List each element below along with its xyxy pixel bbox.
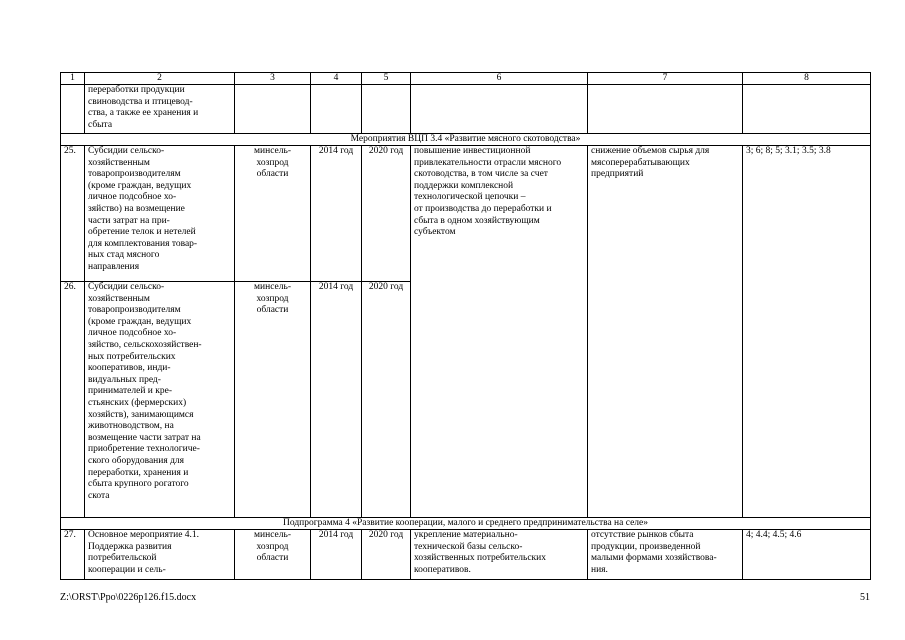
- cell-risk: отсутствие рынков сбыта продукции, произведенной малыми формами хозяйствова- ния.: [588, 530, 743, 580]
- cell-activity-text: Субсидии сельско- хозяйственным товаропроизводителям (кроме граждан, ведущих личное подсобное хо- зяйство) на возмещение части затрат на при- обретение телок и нетелей для комплектования товар- ных стад мясного направления: [85, 146, 235, 282]
- cell-result: укрепление материально- технической базы сельско- хозяйственных потребительских кооперативов.: [411, 530, 588, 580]
- cell-num: [61, 85, 85, 134]
- cell-links: [743, 85, 871, 134]
- cell-end: 2020 год: [362, 282, 411, 518]
- table-row: [61, 146, 871, 282]
- table-row: [61, 530, 871, 580]
- cell-end: [362, 85, 411, 134]
- table-row-continued: [61, 85, 871, 134]
- cell-executor: [235, 85, 311, 134]
- row-number: 27.: [61, 530, 85, 580]
- row-number: 25.: [61, 146, 85, 282]
- section-header-row: [61, 134, 871, 146]
- cell-start: 2014 год: [311, 282, 362, 518]
- col-header-3: 3: [235, 73, 311, 85]
- col-header-7: 7: [588, 73, 743, 85]
- cell-activity-text: переработки продукции свиноводства и птицевод- ства, а также ее хранения и сбыта: [85, 85, 235, 134]
- col-header-6: 6: [411, 73, 588, 85]
- section-title-meat-cattle: Мероприятия ВЦП 3.4 «Развитие мясного скотоводства»: [61, 134, 871, 146]
- activities-table: [60, 72, 871, 580]
- page-number: 51: [860, 592, 870, 603]
- cell-start: [311, 85, 362, 134]
- col-header-2: 2: [85, 73, 235, 85]
- file-path: Z:\ORST\Ppo\0226p126.f15.docx: [60, 592, 197, 603]
- cell-executor: минсель- хозпрод области: [235, 282, 311, 518]
- cell-start: 2014 год: [311, 530, 362, 580]
- col-header-1: 1: [61, 73, 85, 85]
- cell-executor: минсель- хозпрод области: [235, 530, 311, 580]
- section-header-row: [61, 518, 871, 530]
- cell-risk: [588, 85, 743, 134]
- cell-start: 2014 год: [311, 146, 362, 282]
- cell-executor: минсель- хозпрод области: [235, 146, 311, 282]
- cell-activity-text: Основное мероприятие 4.1. Поддержка развития потребительской кооперации и сель-: [85, 530, 235, 580]
- row-number: 26.: [61, 282, 85, 518]
- section-title-subprogram-4: Подпрограмма 4 «Развитие кооперации, малого и среднего предпринимательства на селе»: [61, 518, 871, 530]
- cell-links: 4; 4.4; 4.5; 4.6: [743, 530, 871, 580]
- column-number-row: [61, 73, 871, 85]
- col-header-4: 4: [311, 73, 362, 85]
- cell-result: повышение инвестиционной привлекательности отрасли мясного скотоводства, в том числе за счет поддержки комплексной технологической цепочки – от производства до переработки и сбыта в одном хозяйствующим субъектом: [411, 146, 588, 518]
- col-header-8: 8: [743, 73, 871, 85]
- cell-result: [411, 85, 588, 134]
- cell-links: 3; 6; 8; 5; 3.1; 3.5; 3.8: [743, 146, 871, 518]
- col-header-5: 5: [362, 73, 411, 85]
- cell-risk: снижение объемов сырья для мясоперерабатывающих предприятий: [588, 146, 743, 518]
- document-table-area: [60, 72, 870, 580]
- cell-end: 2020 год: [362, 530, 411, 580]
- cell-activity-text: Субсидии сельско- хозяйственным товаропроизводителям (кроме граждан, ведущих личное подсобное хо- зяйство, сельскохозяйствен- ных потребительских кооперативов, инди- видуальных пред- принимателей и кре- стьянских (фермерских) хозяйств), занимающимся животноводством, на возмещение части затрат на приобретение технологиче- ского оборудования для переработки, хранения и сбыта крупного рогатого скота: [85, 282, 235, 518]
- cell-end: 2020 год: [362, 146, 411, 282]
